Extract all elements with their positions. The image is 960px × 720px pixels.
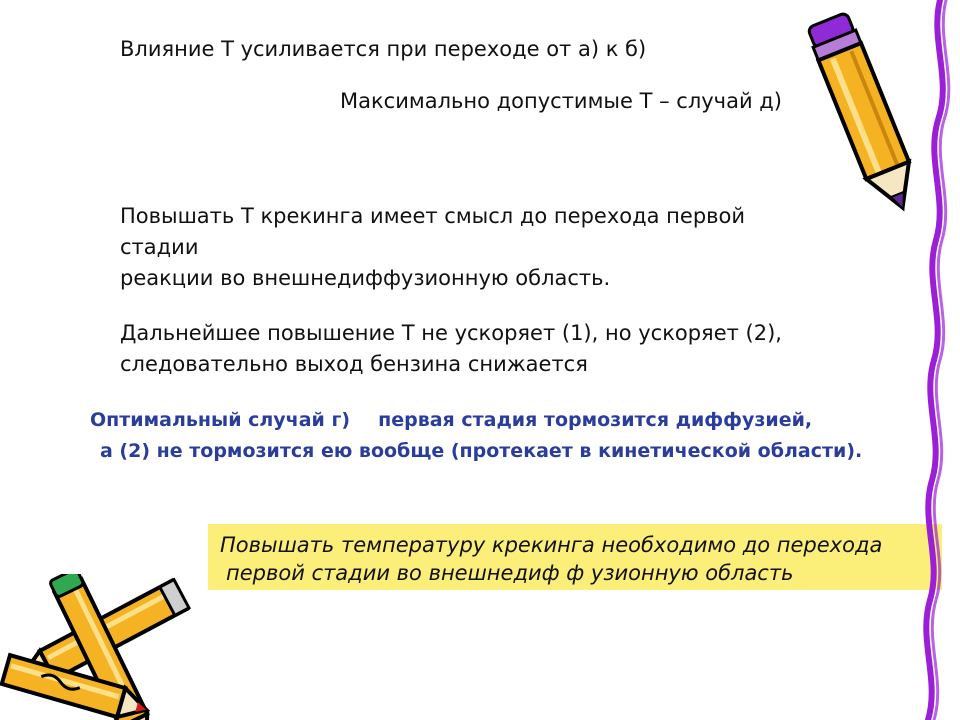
optimal-case-line2: а (2) не тормозится ею вообще (протекает в кинетической области).	[100, 440, 863, 462]
text-raise-t-line2: реакции во внешнедиффузионную область.	[120, 266, 611, 290]
optimal-case-label: Оптимальный случай г)	[90, 409, 351, 431]
text-raise-t-line1: Повышать Т крекинга имеет смысл до перехода первой стадии	[120, 204, 746, 259]
text-raise-t	[120, 201, 820, 294]
optimal-case-stage: первая стадия тормозится диффузией,	[378, 409, 813, 431]
highlight-line1: Повышать температуру крекинга необходимо до перехода	[220, 533, 883, 557]
highlight-box	[208, 524, 942, 590]
optimal-case-line1	[90, 405, 812, 435]
pencil-icon	[792, 2, 942, 226]
highlight-line2: первой стадии во внешнедиф ф узионную область	[226, 561, 794, 585]
crossed-pencils-icon	[0, 574, 200, 720]
text-influence-t: Влияние Т усиливается при переходе от а) к б)	[120, 37, 647, 61]
text-further-raise: Дальнейшее повышение Т не ускоряет (1), но ускоряет (2), следовательно выход бензина снижается	[120, 321, 782, 376]
text-max-t: Максимально допустимые Т – случай д)	[340, 89, 782, 113]
